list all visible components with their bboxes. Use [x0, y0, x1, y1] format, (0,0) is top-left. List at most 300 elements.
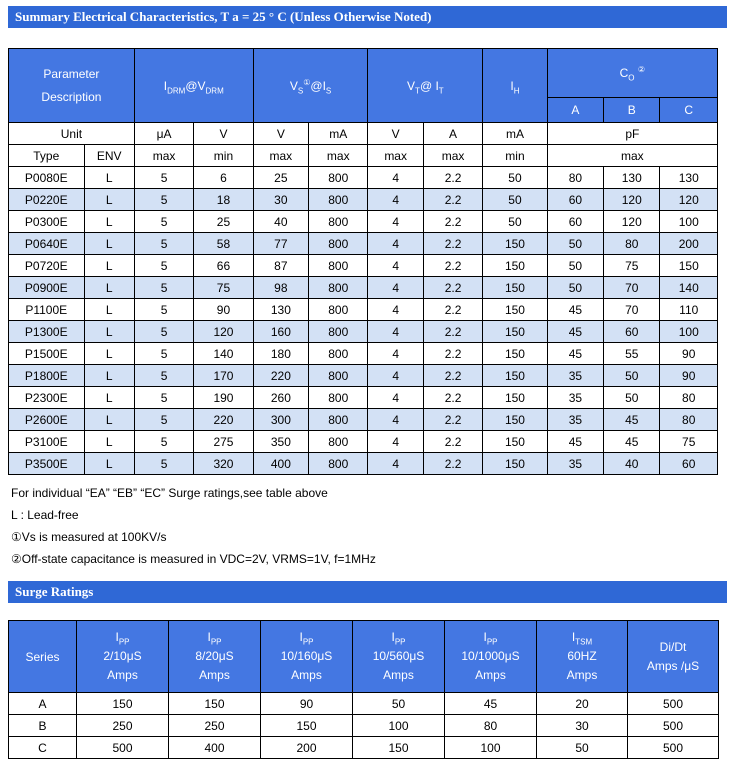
value-cell: 800	[309, 343, 368, 365]
value-cell: L	[84, 277, 134, 299]
table-row	[9, 737, 719, 759]
value-cell: 45	[604, 431, 660, 453]
value-cell: 45	[547, 321, 603, 343]
it-symbol: @ I	[419, 78, 439, 93]
value-cell: 2.2	[423, 387, 482, 409]
value-cell: 400	[169, 737, 261, 759]
sym-sub: PP	[302, 637, 314, 647]
ih-symbol: I	[510, 78, 514, 93]
value-cell: 250	[77, 715, 169, 737]
value-cell: 260	[253, 387, 308, 409]
idrm-symbol: I	[163, 78, 168, 93]
value-cell: 170	[194, 365, 253, 387]
value-cell: 4	[368, 167, 423, 189]
value-cell: 75	[194, 277, 253, 299]
value-cell: 150	[483, 387, 547, 409]
value-cell: 35	[547, 409, 603, 431]
electrical-data-rows	[9, 167, 718, 475]
value-cell: 800	[309, 453, 368, 475]
table-row	[9, 409, 718, 431]
surge-col-unit: Amps	[291, 668, 322, 682]
value-cell: 70	[604, 277, 660, 299]
minmax-cell: max	[368, 145, 423, 167]
note-lead-free: L : Lead-free	[11, 508, 79, 522]
value-cell: 4	[368, 453, 423, 475]
value-cell: 800	[309, 321, 368, 343]
value-cell: 500	[77, 737, 169, 759]
table-row	[9, 693, 719, 715]
col-header-vs-is	[253, 49, 368, 123]
section-title-bar	[8, 6, 727, 28]
value-cell: 800	[309, 299, 368, 321]
value-cell: 2.2	[423, 409, 482, 431]
value-cell: 150	[483, 365, 547, 387]
surge-col-pulse: 10/560μS	[372, 649, 425, 663]
value-cell: 5	[134, 255, 193, 277]
col-header-co-c: C	[660, 98, 718, 123]
footnotes	[11, 487, 727, 566]
row-label-cell: P2600E	[9, 409, 85, 431]
value-cell: 80	[547, 167, 603, 189]
value-cell: 130	[253, 299, 308, 321]
minmax-cell: max	[134, 145, 193, 167]
surge-header-row	[9, 621, 719, 693]
value-cell: 5	[134, 321, 193, 343]
value-cell: 40	[604, 453, 660, 475]
value-cell: 120	[660, 189, 718, 211]
value-cell: 2.2	[423, 431, 482, 453]
row-label-cell: A	[9, 693, 77, 715]
value-cell: 800	[309, 387, 368, 409]
value-cell: 70	[604, 299, 660, 321]
col-header-di-dt	[628, 621, 719, 693]
value-cell: 150	[483, 453, 547, 475]
table-row	[9, 211, 718, 233]
value-cell: 60	[660, 453, 718, 475]
vs-sub: S	[297, 85, 304, 95]
value-cell: L	[84, 321, 134, 343]
value-cell: L	[84, 453, 134, 475]
value-cell: 800	[309, 365, 368, 387]
unit-cell-pf: pF	[547, 123, 717, 145]
value-cell: 160	[253, 321, 308, 343]
value-cell: 4	[368, 387, 423, 409]
surge-col-symbol	[79, 628, 166, 647]
sym-sub: PP	[394, 637, 406, 647]
value-cell: 75	[660, 431, 718, 453]
type-label: Type	[9, 145, 85, 167]
value-cell: 35	[547, 453, 603, 475]
value-cell: 200	[261, 737, 353, 759]
value-cell: 200	[660, 233, 718, 255]
value-cell: L	[84, 189, 134, 211]
co-symbol: C	[619, 66, 629, 80]
surge-col-unit: Amps	[475, 668, 506, 682]
col-header-parameter-description	[9, 49, 135, 123]
value-cell: 2.2	[423, 321, 482, 343]
value-cell: 320	[194, 453, 253, 475]
value-cell: 5	[134, 189, 193, 211]
value-cell: 80	[445, 715, 537, 737]
value-cell: 4	[368, 255, 423, 277]
value-cell: 800	[309, 189, 368, 211]
idrm-sub: DRM	[167, 85, 186, 95]
value-cell: 150	[353, 737, 445, 759]
value-cell: L	[84, 409, 134, 431]
surge-col-symbol	[171, 628, 258, 647]
minmax-cell: min	[194, 145, 253, 167]
value-cell: 800	[309, 211, 368, 233]
value-cell: 800	[309, 167, 368, 189]
vt-sub: T	[415, 85, 420, 95]
value-cell: 40	[253, 211, 308, 233]
value-cell: 58	[194, 233, 253, 255]
note1-marker: ①	[303, 77, 311, 87]
sym: I	[207, 630, 211, 644]
value-cell: L	[84, 387, 134, 409]
value-cell: 50	[547, 233, 603, 255]
table-row	[9, 365, 718, 387]
row-label-cell: P0080E	[9, 167, 85, 189]
value-cell: 80	[604, 233, 660, 255]
value-cell: 150	[483, 299, 547, 321]
table-row	[9, 167, 718, 189]
surge-col-pulse: 2/10μS	[103, 649, 142, 663]
table-row	[9, 299, 718, 321]
value-cell: 5	[134, 409, 193, 431]
col-header-series: Series	[9, 621, 77, 693]
minmax-cell: max	[423, 145, 482, 167]
value-cell: 90	[194, 299, 253, 321]
value-cell: 100	[445, 737, 537, 759]
unit-label: Unit	[9, 123, 135, 145]
value-cell: 2.2	[423, 211, 482, 233]
minmax-cell: min	[483, 145, 547, 167]
note2-marker: ②	[637, 65, 646, 74]
row-label-cell: P1300E	[9, 321, 85, 343]
value-cell: 60	[604, 321, 660, 343]
value-cell: 130	[660, 167, 718, 189]
note-vs-measurement: ①Vs is measured at 100KV/s	[11, 530, 167, 544]
value-cell: 45	[547, 343, 603, 365]
value-cell: 5	[134, 387, 193, 409]
value-cell: 500	[628, 715, 719, 737]
value-cell: 6	[194, 167, 253, 189]
value-cell: 60	[547, 211, 603, 233]
value-cell: 30	[537, 715, 628, 737]
value-cell: 150	[483, 409, 547, 431]
surge-col-pulse: 10/160μS	[280, 649, 333, 663]
row-label-cell: P0720E	[9, 255, 85, 277]
value-cell: 800	[309, 255, 368, 277]
sym: I	[483, 630, 487, 644]
sym-sub: TSM	[575, 637, 593, 647]
value-cell: 2.2	[423, 277, 482, 299]
note-capacitance-measurement: ②Off-state capacitance is measured in VDC=2V, VRMS=1V, f=1MHz	[11, 552, 376, 566]
value-cell: 220	[253, 365, 308, 387]
value-cell: 500	[628, 693, 719, 715]
value-cell: 4	[368, 189, 423, 211]
value-cell: L	[84, 167, 134, 189]
value-cell: 18	[194, 189, 253, 211]
col-header-co-b: B	[604, 98, 660, 123]
section-title: Summary Electrical Characteristics, T a = 25 ° C (Unless Otherwise Noted)	[15, 9, 432, 24]
surge-col-symbol	[447, 628, 534, 647]
col-header-ipp-10-1000us	[445, 621, 537, 693]
row-label-cell: C	[9, 737, 77, 759]
value-cell: 150	[261, 715, 353, 737]
electrical-characteristics-table	[8, 48, 718, 475]
table-row	[9, 277, 718, 299]
row-label-cell: P0900E	[9, 277, 85, 299]
surge-col-pulse: Amps /μS	[646, 658, 700, 673]
value-cell: L	[84, 365, 134, 387]
value-cell: 2.2	[423, 189, 482, 211]
value-cell: 45	[604, 409, 660, 431]
value-cell: 77	[253, 233, 308, 255]
value-cell: 100	[353, 715, 445, 737]
value-cell: 150	[483, 321, 547, 343]
value-cell: 2.2	[423, 365, 482, 387]
surge-col-unit: Amps	[199, 668, 230, 682]
table-row	[9, 453, 718, 475]
table-row	[9, 233, 718, 255]
table-row	[9, 189, 718, 211]
value-cell: 2.2	[423, 255, 482, 277]
table-row	[9, 715, 719, 737]
value-cell: 90	[660, 343, 718, 365]
unit-cell: V	[194, 123, 253, 145]
value-cell: 150	[483, 277, 547, 299]
note-surge-ratings: For individual “EA” “EB” “EC” Surge ratings,see table above	[11, 486, 328, 500]
col-header-ipp-8-20us	[169, 621, 261, 693]
value-cell: 220	[194, 409, 253, 431]
col-header-idrm-vdrm	[134, 49, 253, 123]
sym: I	[391, 630, 395, 644]
col-header-ih	[483, 49, 547, 123]
value-cell: 4	[368, 409, 423, 431]
value-cell: 2.2	[423, 453, 482, 475]
surge-col-symbol	[630, 638, 716, 657]
surge-col-pulse: 8/20μS	[195, 649, 234, 663]
sym-sub: PP	[210, 637, 222, 647]
row-label-cell: P1800E	[9, 365, 85, 387]
col-header-co	[547, 49, 717, 98]
value-cell: 75	[604, 255, 660, 277]
value-cell: 275	[194, 431, 253, 453]
value-cell: 35	[547, 365, 603, 387]
unit-cell: mA	[309, 123, 368, 145]
value-cell: 35	[547, 387, 603, 409]
vt-symbol: V	[407, 78, 416, 93]
unit-cell: mA	[483, 123, 547, 145]
header-row-main	[9, 49, 718, 98]
surge-ratings-title: Surge Ratings	[15, 584, 94, 599]
value-cell: 45	[445, 693, 537, 715]
surge-col-unit: Amps	[107, 668, 138, 682]
value-cell: 5	[134, 233, 193, 255]
value-cell: 55	[604, 343, 660, 365]
value-cell: 2.2	[423, 343, 482, 365]
table-row	[9, 431, 718, 453]
row-label-cell: P3500E	[9, 453, 85, 475]
surge-ratings-title-bar	[8, 581, 727, 603]
value-cell: 5	[134, 299, 193, 321]
value-cell: L	[84, 431, 134, 453]
surge-col-symbol	[355, 628, 442, 647]
value-cell: 150	[660, 255, 718, 277]
row-label-cell: P2300E	[9, 387, 85, 409]
value-cell: 2.2	[423, 233, 482, 255]
value-cell: 100	[660, 321, 718, 343]
ih-sub: H	[513, 85, 520, 95]
surge-col-unit: Amps	[383, 668, 414, 682]
value-cell: 50	[604, 387, 660, 409]
value-cell: 150	[483, 255, 547, 277]
is-sub: S	[325, 85, 332, 95]
minmax-cell: max	[253, 145, 308, 167]
value-cell: 25	[194, 211, 253, 233]
value-cell: 90	[660, 365, 718, 387]
it-sub: T	[438, 85, 444, 95]
unit-cell: μA	[134, 123, 193, 145]
value-cell: 100	[660, 211, 718, 233]
value-cell: 110	[660, 299, 718, 321]
col-header-ipp-2-10us	[77, 621, 169, 693]
value-cell: 150	[169, 693, 261, 715]
value-cell: 50	[547, 277, 603, 299]
unit-row	[9, 123, 718, 145]
value-cell: 4	[368, 321, 423, 343]
row-label-cell: P1100E	[9, 299, 85, 321]
table-row	[9, 321, 718, 343]
value-cell: 5	[134, 211, 193, 233]
unit-cell: A	[423, 123, 482, 145]
value-cell: 150	[483, 431, 547, 453]
col-header-ipp-10-560us	[353, 621, 445, 693]
unit-cell: V	[253, 123, 308, 145]
value-cell: 5	[134, 453, 193, 475]
value-cell: 800	[309, 431, 368, 453]
sym: I	[571, 630, 576, 644]
param-line1: Parameter	[43, 67, 100, 81]
value-cell: 80	[660, 409, 718, 431]
value-cell: 50	[483, 167, 547, 189]
value-cell: 130	[604, 167, 660, 189]
value-cell: 45	[547, 299, 603, 321]
sym: I	[299, 630, 303, 644]
value-cell: 60	[547, 189, 603, 211]
value-cell: 90	[261, 693, 353, 715]
value-cell: 4	[368, 233, 423, 255]
table-row	[9, 343, 718, 365]
col-header-vt-it	[368, 49, 483, 123]
row-label-cell: P0640E	[9, 233, 85, 255]
value-cell: 5	[134, 365, 193, 387]
value-cell: 4	[368, 343, 423, 365]
surge-ratings-table	[8, 620, 719, 759]
value-cell: 800	[309, 233, 368, 255]
value-cell: 4	[368, 299, 423, 321]
row-label-cell: B	[9, 715, 77, 737]
row-label-cell: P3100E	[9, 431, 85, 453]
value-cell: 250	[169, 715, 261, 737]
value-cell: L	[84, 233, 134, 255]
value-cell: 350	[253, 431, 308, 453]
value-cell: 5	[134, 343, 193, 365]
row-label-cell: P0220E	[9, 189, 85, 211]
surge-col-pulse: 10/1000μS	[461, 649, 520, 663]
value-cell: 20	[537, 693, 628, 715]
env-label: ENV	[84, 145, 134, 167]
param-line2: Description	[41, 90, 102, 104]
value-cell: 120	[604, 189, 660, 211]
value-cell: 87	[253, 255, 308, 277]
co-sub: O	[628, 73, 635, 83]
value-cell: 66	[194, 255, 253, 277]
minmax-cell: max	[309, 145, 368, 167]
type-row-header	[9, 145, 718, 167]
value-cell: 2.2	[423, 299, 482, 321]
value-cell: 5	[134, 167, 193, 189]
value-cell: 140	[194, 343, 253, 365]
value-cell: 25	[253, 167, 308, 189]
value-cell: 120	[194, 321, 253, 343]
minmax-cell-max: max	[547, 145, 717, 167]
value-cell: L	[84, 343, 134, 365]
surge-col-symbol	[539, 628, 625, 647]
sym-sub: PP	[486, 637, 498, 647]
value-cell: 98	[253, 277, 308, 299]
value-cell: 4	[368, 211, 423, 233]
value-cell: 50	[483, 189, 547, 211]
surge-col-unit: Amps	[566, 668, 598, 682]
value-cell: L	[84, 299, 134, 321]
table-row	[9, 255, 718, 277]
surge-data-rows	[9, 693, 719, 759]
value-cell: 5	[134, 431, 193, 453]
col-header-co-a: A	[547, 98, 603, 123]
value-cell: 500	[628, 737, 719, 759]
vs-symbol: V	[289, 78, 298, 93]
sym-sub: PP	[118, 637, 130, 647]
col-header-ipp-10-160us	[261, 621, 353, 693]
sym: Di/Dt	[659, 639, 687, 654]
unit-cell: V	[368, 123, 423, 145]
value-cell: L	[84, 255, 134, 277]
value-cell: 150	[483, 233, 547, 255]
value-cell: 800	[309, 277, 368, 299]
value-cell: 4	[368, 277, 423, 299]
vdrm-symbol: @V	[185, 78, 206, 93]
value-cell: 300	[253, 409, 308, 431]
table-row	[9, 387, 718, 409]
value-cell: 80	[660, 387, 718, 409]
value-cell: 50	[604, 365, 660, 387]
value-cell: 800	[309, 409, 368, 431]
value-cell: 45	[547, 431, 603, 453]
value-cell: 150	[77, 693, 169, 715]
value-cell: 400	[253, 453, 308, 475]
value-cell: 50	[547, 255, 603, 277]
row-label-cell: P1500E	[9, 343, 85, 365]
value-cell: 4	[368, 365, 423, 387]
value-cell: 140	[660, 277, 718, 299]
value-cell: L	[84, 211, 134, 233]
value-cell: 5	[134, 277, 193, 299]
value-cell: 50	[353, 693, 445, 715]
surge-col-symbol	[263, 628, 350, 647]
